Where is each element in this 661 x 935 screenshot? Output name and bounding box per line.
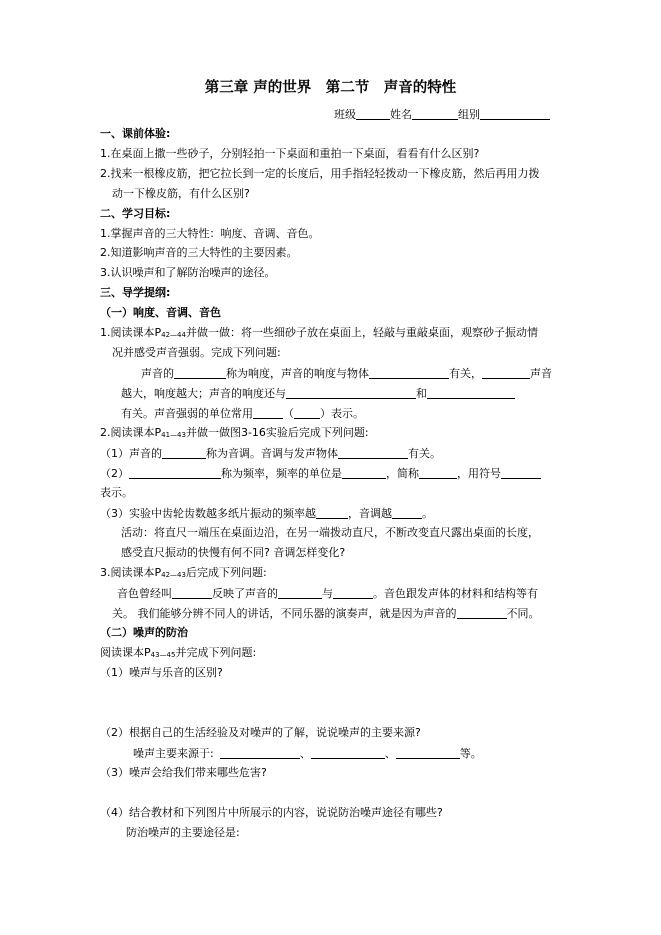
noise-question-2: （2）根据自己的生活经验及对噪声的了解，说说噪声的主要来源? xyxy=(100,726,421,739)
text: 音色曾经叫 xyxy=(117,587,172,600)
name-blank[interactable] xyxy=(412,107,458,120)
page-range: 42—43 xyxy=(161,571,186,579)
pre-class-item-1: 1.在桌面上撒一些砂子，分别轻拍一下桌面和重拍一下桌面，看看有什么区别? xyxy=(100,147,480,160)
fill-blank[interactable] xyxy=(129,466,221,479)
part-1-heading: （一）响度、音调、音色 xyxy=(100,306,221,319)
fill-blank[interactable] xyxy=(253,406,283,419)
loudness-fill-1 xyxy=(141,366,552,381)
fill-blank[interactable] xyxy=(162,446,206,459)
pitch-question-1 xyxy=(100,446,441,461)
fill-blank[interactable] xyxy=(392,506,422,519)
fill-blank[interactable] xyxy=(278,586,322,599)
text: 有关。 xyxy=(408,447,441,460)
fill-blank[interactable] xyxy=(286,386,416,399)
fill-blank[interactable] xyxy=(172,586,212,599)
reading-task-noise-text: 并完成下列问题: xyxy=(175,646,257,659)
section-2-heading: 二、学习目标: xyxy=(100,207,171,220)
pitch-question-2 xyxy=(100,466,541,481)
text: 称为响度，声音的响度与物体 xyxy=(226,367,369,380)
text: 与 xyxy=(322,587,333,600)
loudness-fill-3 xyxy=(121,406,364,421)
fill-blank[interactable] xyxy=(311,746,385,759)
noise-sources-fill xyxy=(133,746,482,761)
text: ，用符号 xyxy=(457,467,501,480)
page-range: 42—44 xyxy=(161,331,186,339)
name-label: 姓名 xyxy=(390,108,412,121)
page-range: 43—45 xyxy=(150,651,176,659)
fill-blank[interactable] xyxy=(457,606,507,619)
part-2-heading: （二）噪声的防治 xyxy=(100,626,188,639)
text: 声音 xyxy=(530,367,552,380)
reading-task-2-text: 并做一做图3-16实验后完成下列问题: xyxy=(185,426,369,439)
fill-blank[interactable] xyxy=(174,366,226,379)
pre-class-item-2: 2.找来一根橡皮筋，把它拉长到一定的长度后，用手指轻轻拨动一下橡皮筋，然后再用力拨 xyxy=(100,167,540,180)
goal-3: 3.认识噪声和了解防治噪声的途径。 xyxy=(100,266,276,279)
text: 、 xyxy=(299,747,311,760)
loudness-fill-2 xyxy=(121,386,515,401)
section-3-heading: 三、导学提纲: xyxy=(100,286,171,299)
fill-blank[interactable] xyxy=(294,406,320,419)
reading-task-3-text: 后完成下列问题: xyxy=(185,566,267,579)
text: 声音的 xyxy=(141,367,174,380)
text: 反映了声音的 xyxy=(212,587,278,600)
pitch-question-3 xyxy=(100,506,433,521)
text: 称为音调。音调与发声物体 xyxy=(206,447,338,460)
fill-blank[interactable] xyxy=(342,466,386,479)
text: 有关， xyxy=(449,367,482,380)
section-1-heading: 一、课前体验: xyxy=(100,127,171,140)
page-range: 41—43 xyxy=(161,431,186,439)
text: （3）实验中齿轮齿数越多纸片振动的频率越 xyxy=(100,507,316,520)
noise-question-3: （3）噪声会给我们带来哪些危害? xyxy=(100,766,267,779)
noise-question-4: （4）结合教材和下列图片中所展示的内容，说说防治噪声途径有哪些? xyxy=(100,806,443,819)
reading-task-1 xyxy=(100,326,538,340)
reading-task-2-prefix: 2.阅读课本P xyxy=(100,426,162,439)
text: （1）声音的 xyxy=(100,447,162,460)
reading-task-1-cont: 况并感受声音强弱。完成下列问题: xyxy=(112,346,281,359)
activity-line-1: 活动：将直尺一端压在桌面边沿，在另一端拨动直尺，不断改变直尺露出桌面的长度， xyxy=(121,526,539,539)
noise-prevention-fill: 防治噪声的主要途径是: xyxy=(126,826,240,839)
text: （2） xyxy=(100,467,129,480)
text: 等。 xyxy=(459,747,482,760)
class-blank[interactable] xyxy=(356,107,390,120)
noise-question-1: （1）噪声与乐音的区别? xyxy=(100,666,223,679)
text: 称为频率，频率的单位是 xyxy=(221,467,342,480)
text: 和 xyxy=(416,387,427,400)
fill-blank[interactable] xyxy=(482,366,530,379)
fill-blank[interactable] xyxy=(427,386,515,399)
reading-task-noise xyxy=(100,646,256,660)
timbre-fill-2 xyxy=(112,606,540,621)
text: 有关。声音强弱的单位常用 xyxy=(121,407,253,420)
text: 。音色跟发声体的材料和结构等有 xyxy=(373,587,538,600)
fill-blank[interactable] xyxy=(220,746,300,759)
reading-task-1-prefix: 1.阅读课本P xyxy=(100,326,162,339)
text: 不同。 xyxy=(506,607,540,620)
pre-class-item-2-cont: 动一下橡皮筋，有什么区别? xyxy=(112,187,250,200)
fill-blank[interactable] xyxy=(316,506,348,519)
goal-1: 1.掌握声音的三大特性：响度、音调、音色。 xyxy=(100,227,320,240)
reading-task-3-prefix: 3.阅读课本P xyxy=(100,566,162,579)
activity-line-2: 感受直尺振动的快慢有何不同? 音调怎样变化? xyxy=(121,546,346,559)
fill-blank[interactable] xyxy=(396,746,460,759)
text: ，简称 xyxy=(386,467,419,480)
text: （ xyxy=(283,407,294,420)
group-blank[interactable] xyxy=(480,107,550,120)
pitch-question-2-cont: 表示。 xyxy=(100,486,133,499)
group-label: 组别 xyxy=(458,108,480,121)
fill-blank[interactable] xyxy=(501,466,541,479)
reading-task-3 xyxy=(100,566,267,580)
text: 。 xyxy=(422,507,433,520)
reading-task-1-text: 并做一做：将一些细砂子放在桌面上，轻敲与重敲桌面，观察砂子振动情 xyxy=(185,326,538,339)
text: 噪声主要来源于: xyxy=(133,747,214,760)
fill-blank[interactable] xyxy=(419,466,457,479)
goal-2: 2.知道影响声音的三大特性的主要因素。 xyxy=(100,246,298,259)
text: ，音调越 xyxy=(348,507,392,520)
class-label: 班级 xyxy=(334,108,356,121)
fill-blank[interactable] xyxy=(333,586,373,599)
page-title: 第三章 声的世界 第二节 声音的特性 xyxy=(204,80,457,96)
student-info-line xyxy=(334,107,550,122)
fill-blank[interactable] xyxy=(369,366,449,379)
text: ）表示。 xyxy=(320,407,364,420)
reading-task-noise-prefix: 阅读课本P xyxy=(100,646,151,659)
timbre-fill-1 xyxy=(117,586,538,601)
text: 、 xyxy=(384,747,396,760)
fill-blank[interactable] xyxy=(338,446,408,459)
reading-task-2 xyxy=(100,426,369,440)
text: 越大，响度越大；声音的响度还与 xyxy=(121,387,286,400)
text: 关。 我们能够分辨不同人的讲话，不同乐器的演奏声，就是因为声音的 xyxy=(112,607,457,620)
